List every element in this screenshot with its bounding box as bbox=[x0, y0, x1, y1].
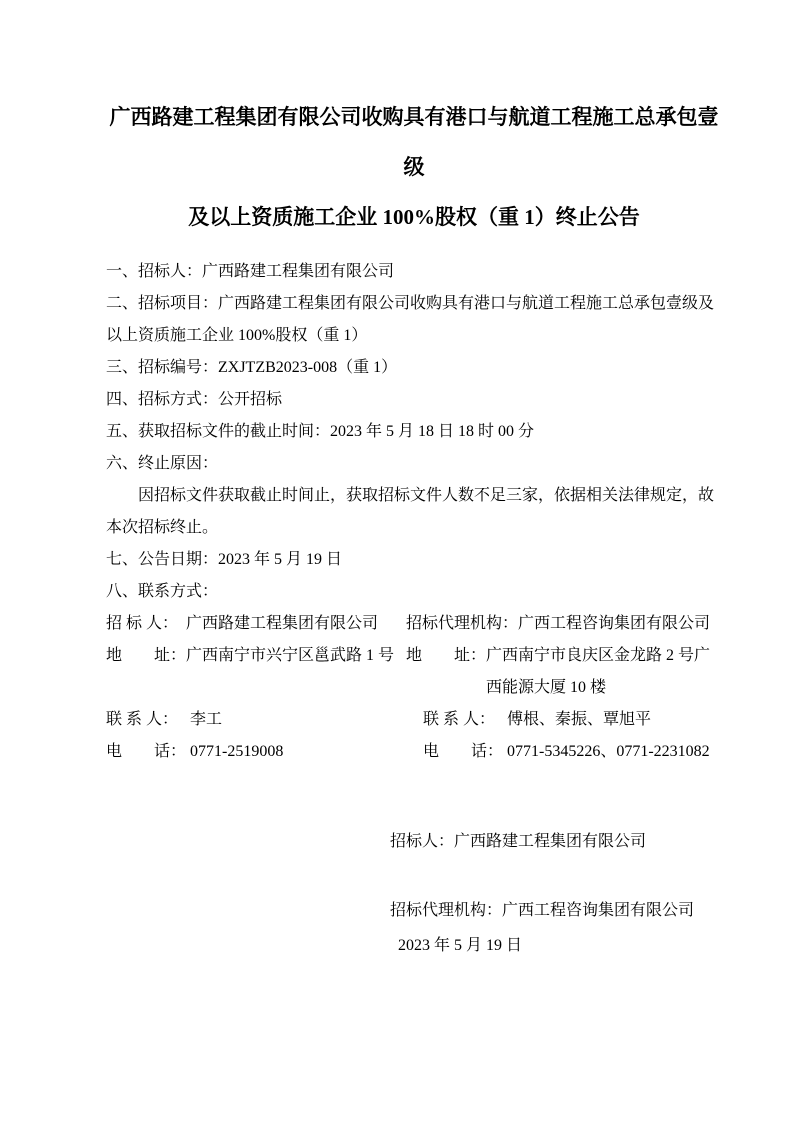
signature-agency: 招标代理机构：广西工程咨询集团有限公司 bbox=[390, 902, 695, 919]
item-doc-deadline: 五、获取招标文件的截止时间：2023 年 5 月 18 日 18 时 00 分 bbox=[106, 423, 535, 440]
agency-address-cell bbox=[406, 640, 722, 704]
agency-name-label: 招标代理机构： bbox=[406, 615, 519, 632]
tenderer-name-label: 招 标 人： bbox=[106, 615, 179, 632]
agency-phone-label: 电 话： bbox=[423, 743, 504, 760]
contact-section bbox=[106, 608, 722, 768]
contact-row-address bbox=[106, 640, 722, 704]
tenderer-address-label: 地 址： bbox=[106, 647, 187, 664]
agency-address-value: 广西南宁市良庆区金龙路 2 号广西能源大厦 10 楼 bbox=[486, 647, 711, 696]
contact-row-name bbox=[106, 608, 722, 640]
signature-date: 2023 年 5 月 19 日 bbox=[398, 937, 523, 954]
agency-person-label: 联 系 人： bbox=[423, 711, 496, 728]
agency-person-cell bbox=[406, 704, 722, 736]
item-termination-reason-heading: 六、终止原因： bbox=[106, 455, 219, 472]
item-tenderer: 一、招标人：广西路建工程集团有限公司 bbox=[106, 263, 395, 280]
page-title bbox=[106, 92, 722, 242]
tenderer-person-label: 联 系 人： bbox=[106, 711, 179, 728]
signature-bidder: 招标人：广西路建工程集团有限公司 bbox=[390, 833, 647, 850]
tenderer-phone-label: 电 话： bbox=[106, 743, 187, 760]
item-tender-method: 四、招标方式：公开招标 bbox=[106, 391, 283, 408]
item-project: 二、招标项目：广西路建工程集团有限公司收购具有港口与航道工程施工总承包壹级及以上资质施工企业 100%股权（重 1） bbox=[106, 295, 715, 344]
announcement-body bbox=[106, 256, 722, 768]
tenderer-phone-cell bbox=[106, 736, 406, 768]
tenderer-person-cell bbox=[106, 704, 406, 736]
contact-row-phone bbox=[106, 736, 722, 768]
tenderer-address-cell bbox=[106, 640, 406, 704]
agency-person-value: 傅根、秦振、覃旭平 bbox=[503, 711, 652, 728]
page-title-line1: 广西路建工程集团有限公司收购具有港口与航道工程施工总承包壹级 bbox=[109, 105, 719, 179]
tenderer-phone-value: 0771-2519008 bbox=[186, 743, 284, 760]
agency-phone-cell bbox=[406, 736, 722, 768]
agency-phone-value: 0771-5345226、0771-2231082 bbox=[503, 743, 710, 760]
termination-reason-text: 因招标文件获取截止时间止，获取招标文件人数不足三家，依据相关法律规定，故本次招标终止。 bbox=[106, 487, 715, 536]
tenderer-address-value: 广西南宁市兴宁区邕武路 1 号 bbox=[186, 647, 395, 664]
tenderer-name-value: 广西路建工程集团有限公司 bbox=[186, 615, 379, 632]
item-tender-number: 三、招标编号：ZXJTZB2023-008（重 1） bbox=[106, 359, 398, 376]
tenderer-name-cell bbox=[106, 608, 406, 640]
agency-name-value: 广西工程咨询集团有限公司 bbox=[518, 615, 711, 632]
agency-name-cell bbox=[406, 608, 722, 640]
page-title-line2: 及以上资质施工企业 100%股权（重 1）终止公告 bbox=[188, 205, 640, 229]
tenderer-person-value: 李工 bbox=[186, 711, 223, 728]
contact-row-person bbox=[106, 704, 722, 736]
item-announcement-date: 七、公告日期：2023 年 5 月 19 日 bbox=[106, 551, 343, 568]
agency-address-label: 地 址： bbox=[406, 647, 487, 664]
signature-block bbox=[390, 826, 722, 962]
item-contact-heading: 八、联系方式： bbox=[106, 583, 219, 600]
